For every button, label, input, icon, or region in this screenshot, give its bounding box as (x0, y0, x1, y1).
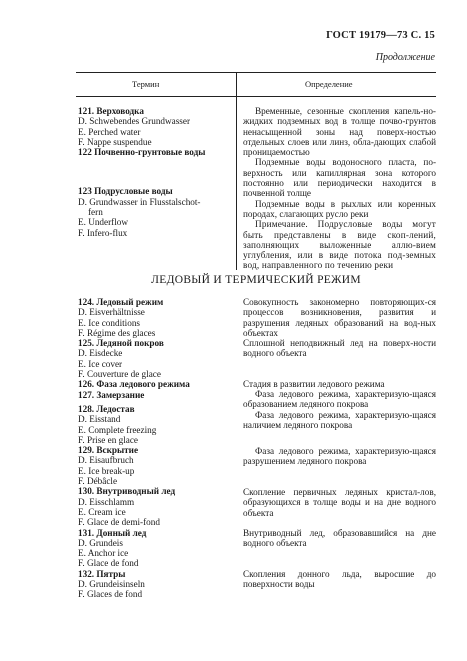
continued-label: Продолжение (375, 52, 435, 63)
definition-text: Временные, сезонные скопления капель-но-жидких подземных вод в толще почво-грунтов ненасыщенной зоны над поверх-ностью отдельных слоев или линз, обла-дающих слабой проницаемостью (243, 106, 436, 158)
term-entry: D. Grundeis (78, 537, 123, 548)
term-entry: F. Régime des glaces (78, 327, 156, 338)
term-entry: E. Underflow (78, 217, 129, 228)
term-entry: 123 Подрусловые воды (78, 186, 173, 197)
table-top-rule (76, 72, 436, 73)
term-entry: F. Débâcle (78, 476, 118, 487)
definition-text: Скопление первичных ледяных кристал-лов, образующихся в толще воды и на дне водного объекта (243, 487, 436, 518)
column-divider (236, 72, 237, 270)
term-entry: 131. Донный лед (78, 527, 147, 538)
term-entry: D. Eisverhältnisse (78, 307, 145, 318)
term-entry: 129. Вскрытие (78, 445, 139, 456)
definition-text: Скопления донного льда, выросшие до поверхности воды (243, 569, 436, 590)
term-entry: E. Perched water (78, 126, 141, 137)
definition-text: Внутриводный лед, образовавшийся на дне водного объекта (243, 528, 436, 549)
term-entry: 121. Верховодка (78, 106, 144, 116)
definition-text: Стадия в развитии ледового режима (243, 379, 385, 389)
definition-note: Примечание. Подрусловые воды могут быть представлены в виде скоп-лений, заполняющих выложенные аллю-вием углубления, или в виде потока под-земных вод, направленного по течению реки (243, 219, 436, 271)
term-entry: F. Glace de demi-fond (78, 517, 160, 528)
definitions-block-1 (243, 106, 436, 271)
term-entry: 126. Фаза ледового режима (78, 379, 190, 390)
col-header-terms: Термин (132, 79, 160, 89)
definition-text: Фаза ледового режима, характеризую-щаяся разрушением ледяного покрова (243, 446, 436, 467)
term-entry: F. Infero-flux (78, 227, 128, 238)
term-entry: D. Grundeisinseln (78, 579, 145, 590)
term-entry: D. Schwebendes Grundwasser (78, 116, 191, 127)
term-entry: fern (88, 207, 103, 218)
definition-text: Подземные воды водоносного пласта, по-верхность или капиллярная зона которого постоянно или периодически находится в почвенной толще (243, 157, 436, 199)
term-entry: 122 Почвенно-грунтовые воды (78, 147, 206, 158)
term-entry: F. Couverture de glace (78, 369, 161, 380)
term-entry: D. Grundwasser in Flusstalschot- (78, 196, 201, 207)
terms-block-1 (78, 106, 235, 238)
term-entry: F. Nappe suspendue (78, 136, 152, 147)
term-entry: E. Ice break-up (78, 465, 135, 476)
term-entry: 127. Замерзание (78, 389, 145, 400)
term-entry: 124. Ледовый режим (78, 297, 164, 307)
term-entry: D. Eisschlamm (78, 496, 135, 507)
terms-block-2 (78, 297, 235, 600)
term-entry: D. Eisdecke (78, 348, 123, 359)
definition-text: Сплошной неподвижный лед на поверх-ности водного объекта (243, 338, 436, 359)
term-entry: 130. Внутриводный лед (78, 486, 176, 497)
definition-text: Совокупность закономерно повторяющих-ся процессов возникновения, развития и разрушения ледяных образований на вод-ных объектах (243, 297, 436, 338)
term-entry: F. Glace de fond (78, 558, 139, 569)
term-entry: E. Cream ice (78, 506, 126, 517)
definition-text: Фаза ледового режима, характеризую-щаяся наличием ледяного покрова (243, 410, 436, 431)
col-header-definition: Определение (305, 79, 353, 89)
section-title: ЛЕДОВЫЙ И ТЕРМИЧЕСКИЙ РЕЖИМ (151, 274, 361, 286)
term-entry: E. Complete freezing (78, 424, 157, 435)
term-entry: E. Ice conditions (78, 317, 140, 328)
definition-text: Подземные воды в рыхлых или коренных породах, слагающих русло реки (243, 198, 436, 219)
term-entry: E. Ice cover (78, 358, 123, 369)
term-entry: D. Eisaufbruch (78, 455, 134, 466)
term-entry: E. Anchor ice (78, 548, 129, 559)
term-entry: 128. Ледостав (78, 403, 135, 414)
term-entry: 132. Пятры (78, 568, 126, 579)
term-entry: D. Eisstand (78, 414, 121, 425)
definition-text: Фаза ледового режима, характеризую-щаяся образованием ледяного покрова (243, 389, 436, 410)
term-entry: F. Prise en glace (78, 434, 138, 445)
term-entry: 125. Ледяной покров (78, 338, 164, 349)
table-header-rule (76, 96, 436, 97)
term-entry: F. Glaces de fond (78, 589, 143, 600)
page-id: ГОСТ 19179—73 С. 15 (326, 30, 435, 41)
